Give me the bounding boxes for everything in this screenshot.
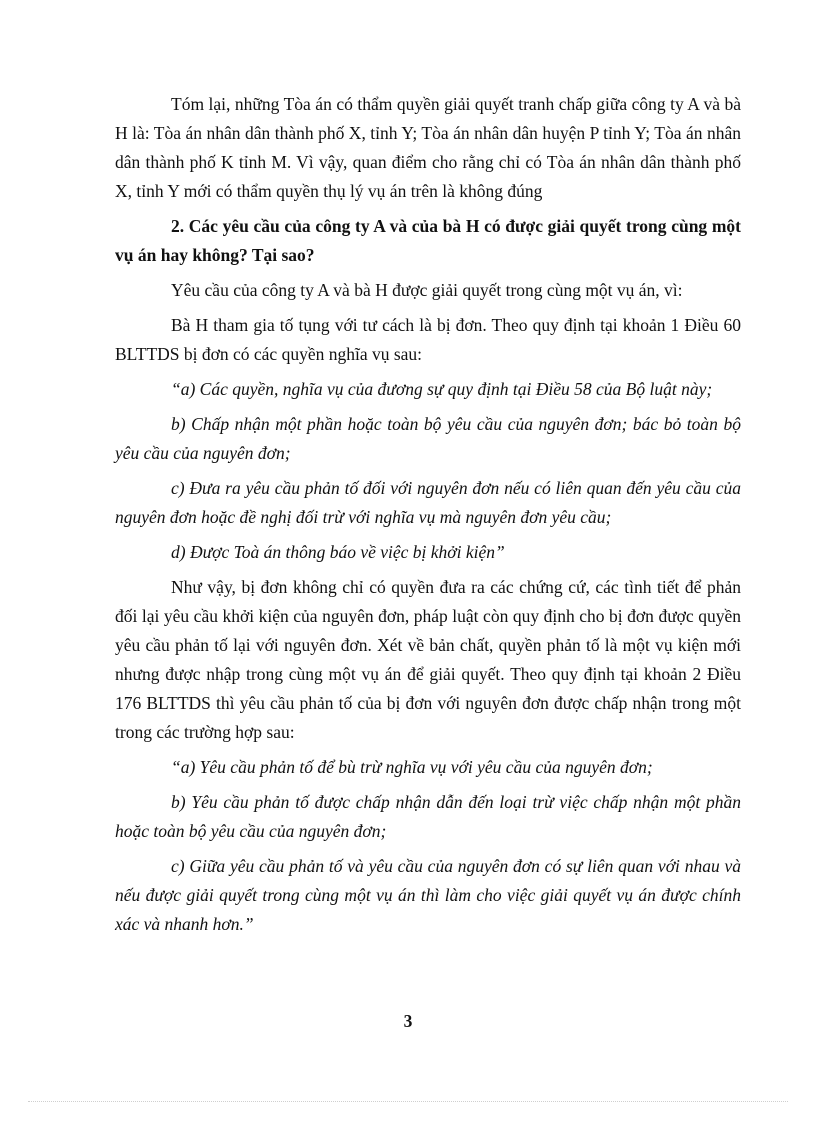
page-number: 3 [403,1011,413,1031]
quote-item-b: b) Chấp nhận một phần hoặc toàn bộ yêu cầu của nguyên đơn; bác bỏ toàn bộ yêu cầu của nguyên đơn; [115,414,741,463]
quote-item-c: c) Đưa ra yêu cầu phản tố đối với nguyên đơn nếu có liên quan đến yêu cầu của nguyên đơn hoặc đề nghị đối trừ với nghĩa vụ mà nguyên đơn yêu cầu; [115,478,741,527]
footer-divider [28,1101,788,1102]
quote-counterclaim-b: b) Yêu cầu phản tố được chấp nhận dẫn đến loại trừ việc chấp nhận một phần hoặc toàn bộ yêu cầu của nguyên đơn; [115,792,741,841]
document-page [115,90,741,945]
section-heading-2: 2. Các yêu cầu của công ty A và của bà H có được giải quyết trong cùng một vụ án hay không? Tại sao? [115,216,741,265]
paragraph-answer: Yêu cầu của công ty A và bà H được giải quyết trong cùng một vụ án, vì: [171,280,683,300]
quote-counterclaim-a: “a) Yêu cầu phản tố để bù trừ nghĩa vụ với yêu cầu của nguyên đơn; [171,757,653,777]
paragraph-defendant-rights: Bà H tham gia tố tụng với tư cách là bị đơn. Theo quy định tại khoản 1 Điều 60 BLTTDS bị đơn có các quyền nghĩa vụ sau: [115,315,741,364]
paragraph-counterclaim: Như vậy, bị đơn không chỉ có quyền đưa ra các chứng cứ, các tình tiết để phản đối lại yêu cầu khởi kiện của nguyên đơn, pháp luật còn quy định cho bị đơn được quyền yêu cầu phản tố lại với nguyên đơn. Xét về bản chất, quyền phản tố là một vụ kiện mới nhưng được nhập trong cùng một vụ án để giải quyết. Theo quy định tại khoản 2 Điều 176 BLTTDS thì yêu cầu phản tố của bị đơn với nguyên đơn được chấp nhận trong một trong các trường hợp sau: [115,577,741,742]
quote-item-a: “a) Các quyền, nghĩa vụ của đương sự quy định tại Điều 58 của Bộ luật này; [171,379,713,399]
quote-item-d: d) Được Toà án thông báo về việc bị khởi kiện” [171,542,505,562]
paragraph-summary: Tóm lại, những Tòa án có thẩm quyền giải quyết tranh chấp giữa công ty A và bà H là: Tòa án nhân dân thành phố X, tỉnh Y; Tòa án nhân dân huyện P tỉnh Y; Tòa án nhân dân thành phố K tỉnh M. Vì vậy, quan điểm cho rằng chỉ có Tòa án nhân dân thành phố X, tỉnh Y mới có thẩm quyền thụ lý vụ án trên là không đúng [115,94,741,201]
quote-counterclaim-c: c) Giữa yêu cầu phản tố và yêu cầu của nguyên đơn có sự liên quan với nhau và nếu được giải quyết trong cùng một vụ án thì làm cho việc giải quyết vụ án được chính xác và nhanh hơn.” [115,856,741,934]
